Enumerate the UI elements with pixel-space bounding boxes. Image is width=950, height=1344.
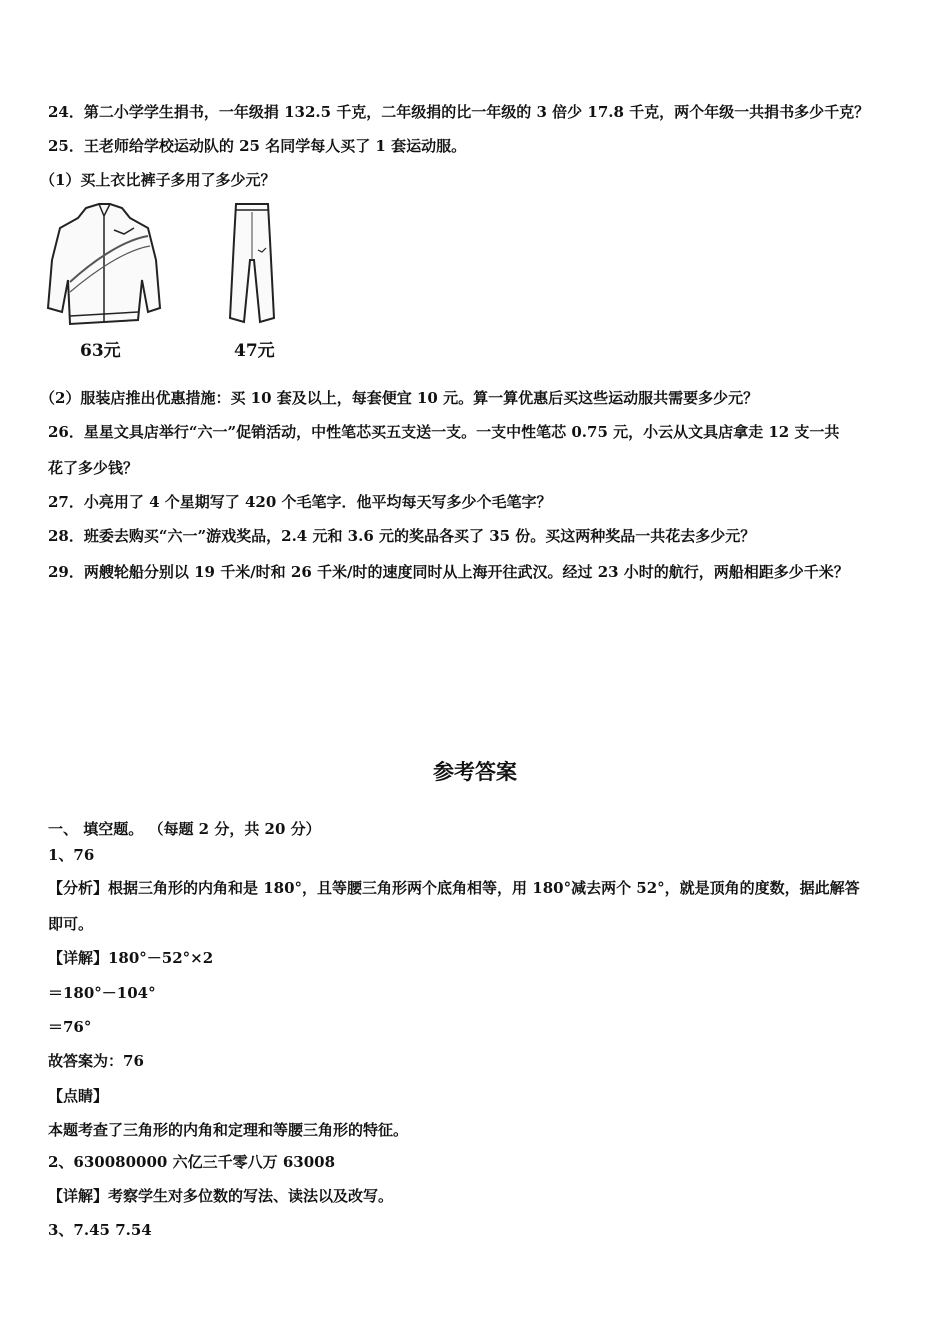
answer-1: 1、76 — [48, 846, 95, 864]
answers-section-1: 一、 填空题。 （每题 2 分，共 20 分） — [48, 820, 321, 838]
pants-price: 47元 — [234, 341, 275, 361]
answer-1-detail: 【详解】180°－52°×2 — [48, 949, 214, 967]
question-27: 27．小亮用了 4 个星期写了 420 个毛笔字．他平均每天写多少个毛笔字？ — [48, 493, 552, 511]
answer-2: 2、630080000 六亿三千零八万 63008 — [48, 1153, 336, 1171]
answer-1-point: 本题考查了三角形的内角和定理和等腰三角形的特征。 — [48, 1121, 409, 1139]
jacket-price: 63元 — [80, 341, 121, 361]
answer-3: 3、7.45 7.54 — [48, 1221, 152, 1239]
question-26-cont: 花了多少钱？ — [48, 459, 139, 477]
answer-1-analysis-cont: 即可。 — [48, 915, 94, 933]
question-26: 26．星星文具店举行“六一”促销活动，中性笔芯买五支送一支。一支中性笔芯 0.75 元，小云从文具店拿走 12 支一共 — [48, 423, 840, 441]
answer-1-analysis: 【分析】根据三角形的内角和是 180°，且等腰三角形两个底角相等，用 180°减去两个 52°，就是顶角的度数，据此解答 — [48, 879, 860, 897]
question-29: 29．两艘轮船分别以 19 千米/时和 26 千米/时的速度同时从上海开往武汉。经过 23 小时的航行，两船相距多少千米？ — [48, 563, 849, 581]
question-24: 24．第二小学学生捐书，一年级捐 132.5 千克，二年级捐的比一年级的 3 倍少 17.8 千克，两个年级一共捐书多少千克？ — [48, 103, 870, 121]
answer-1-step-2: ＝76° — [48, 1018, 92, 1036]
answer-1-point-label: 【点睛】 — [48, 1087, 109, 1105]
question-25-part-2: （2）服装店推出优惠措施：买 10 套及以上，每套便宜 10 元。算一算优惠后买这些运动服共需要多少元？ — [40, 389, 759, 407]
question-25-part-1: （1）买上衣比裤子多用了多少元？ — [40, 171, 276, 189]
pants-image — [222, 200, 282, 330]
answer-2-detail: 【详解】考察学生对多位数的写法、读法以及改写。 — [48, 1187, 394, 1205]
answer-1-step-1: ＝180°－104° — [48, 984, 156, 1002]
question-28: 28．班委去购买“六一”游戏奖品，2.4 元和 3.6 元的奖品各买了 35 份。买这两种奖品一共花去多少元？ — [48, 527, 756, 545]
answers-title: 参考答案 — [433, 759, 517, 784]
question-25: 25．王老师给学校运动队的 25 名同学每人买了 1 套运动服。 — [48, 137, 467, 155]
jacket-image — [44, 200, 164, 330]
answer-1-final: 故答案为：76 — [48, 1052, 144, 1070]
